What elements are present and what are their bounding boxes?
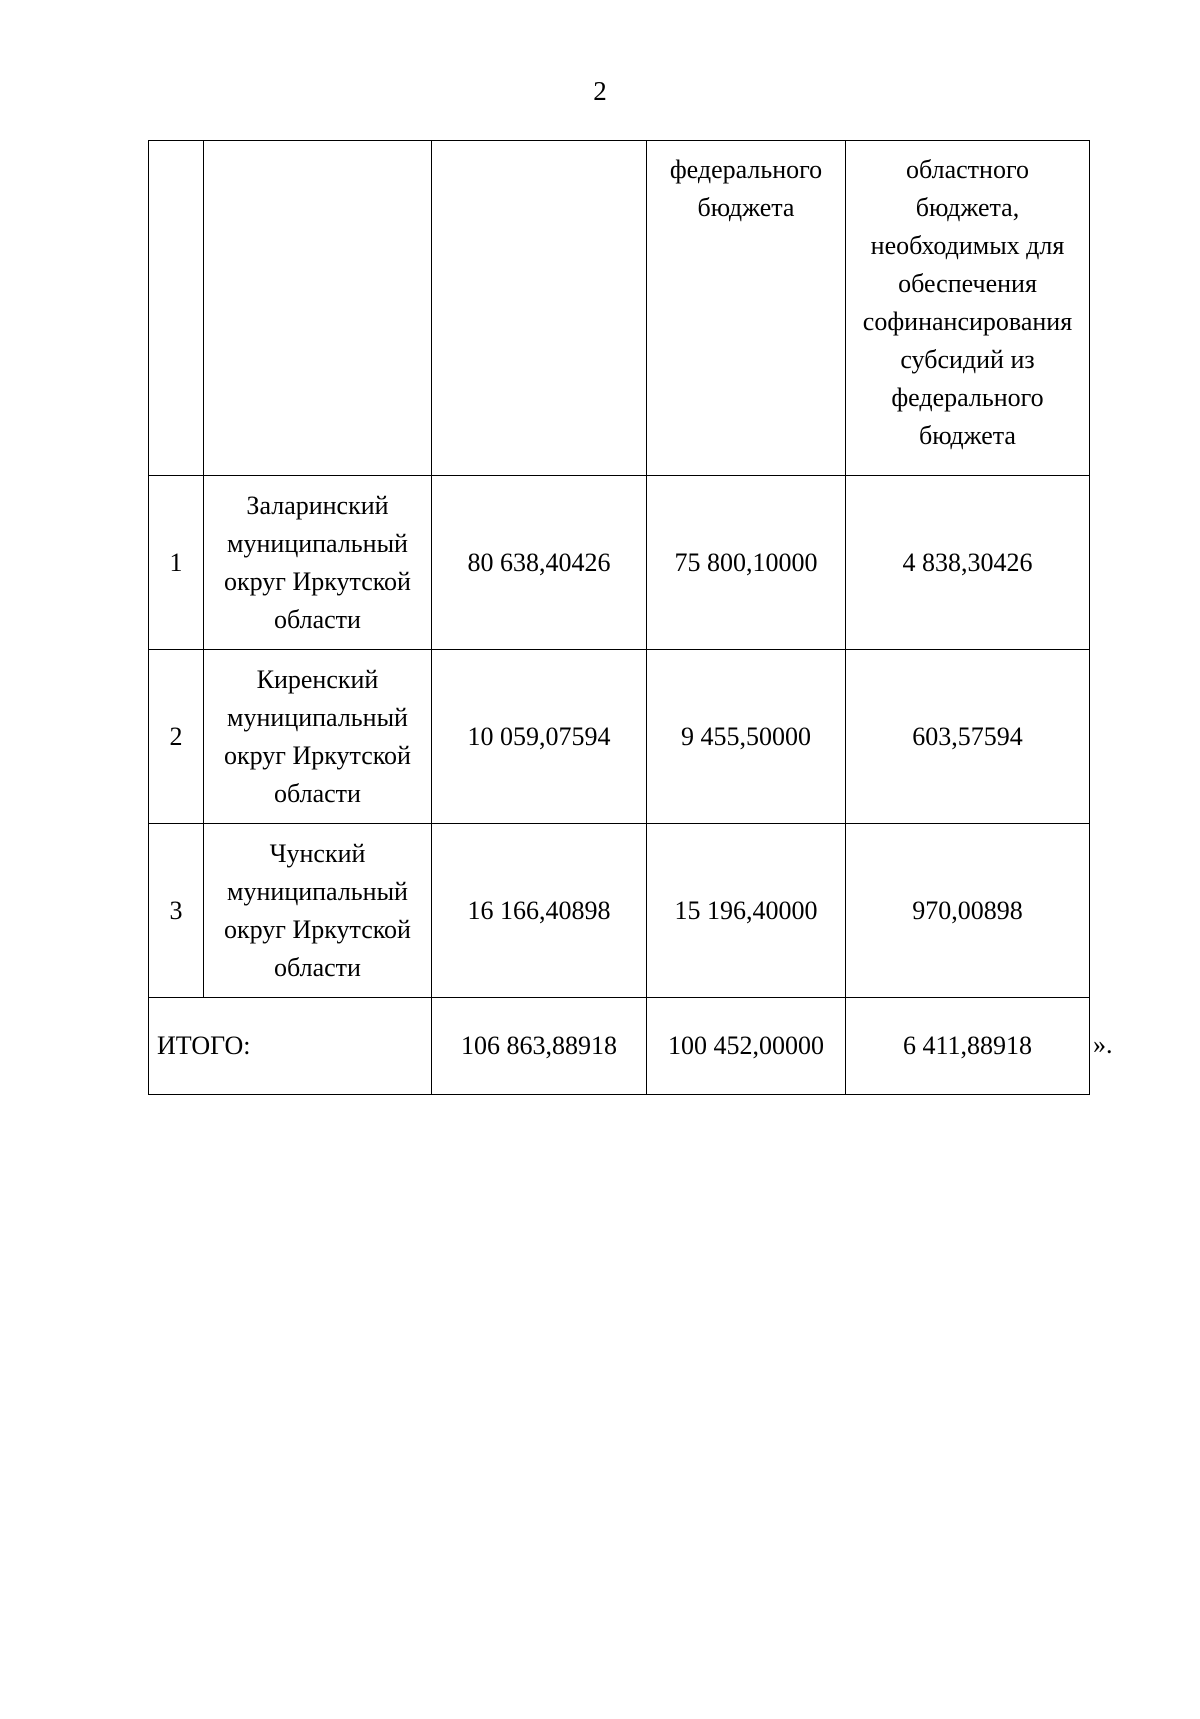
closing-quote: ». <box>1093 1030 1113 1059</box>
header-cell-number <box>149 141 204 476</box>
row-regional-amount: 4 838,30426 <box>846 476 1090 650</box>
row-total-amount: 80 638,40426 <box>432 476 647 650</box>
table-row <box>149 476 1090 650</box>
header-cell-total <box>432 141 647 476</box>
header-federal-text: федерального бюджета <box>669 155 823 222</box>
header-cell-municipality <box>204 141 432 476</box>
totals-total-amount: 106 863,88918 <box>432 998 647 1095</box>
totals-row <box>149 998 1090 1095</box>
header-cell-regional-budget <box>846 141 1090 476</box>
row-number: 2 <box>149 650 204 824</box>
row-municipality-name: Чунский муниципальный округ Иркутской области <box>204 824 432 998</box>
subsidy-table <box>148 140 1090 1095</box>
row-regional-amount: 970,00898 <box>846 824 1090 998</box>
totals-federal-amount: 100 452,00000 <box>647 998 846 1095</box>
totals-regional-amount: 6 411,88918 <box>846 998 1090 1095</box>
page-number: 2 <box>593 76 607 106</box>
header-regional-text: областного бюджета, необходимых для обеспечения софинансирования субсидий из федерального бюджета <box>862 155 1073 450</box>
table-header-row <box>149 141 1090 476</box>
row-number: 1 <box>149 476 204 650</box>
totals-label: ИТОГО: <box>149 998 432 1095</box>
row-total-amount: 10 059,07594 <box>432 650 647 824</box>
table-row <box>149 824 1090 998</box>
row-number: 3 <box>149 824 204 998</box>
table-row <box>149 650 1090 824</box>
row-federal-amount: 15 196,40000 <box>647 824 846 998</box>
row-total-amount: 16 166,40898 <box>432 824 647 998</box>
header-cell-federal-budget <box>647 141 846 476</box>
row-regional-amount: 603,57594 <box>846 650 1090 824</box>
row-federal-amount: 75 800,10000 <box>647 476 846 650</box>
row-municipality-name: Киренский муниципальный округ Иркутской области <box>204 650 432 824</box>
row-municipality-name: Заларинский муниципальный округ Иркутской области <box>204 476 432 650</box>
row-federal-amount: 9 455,50000 <box>647 650 846 824</box>
